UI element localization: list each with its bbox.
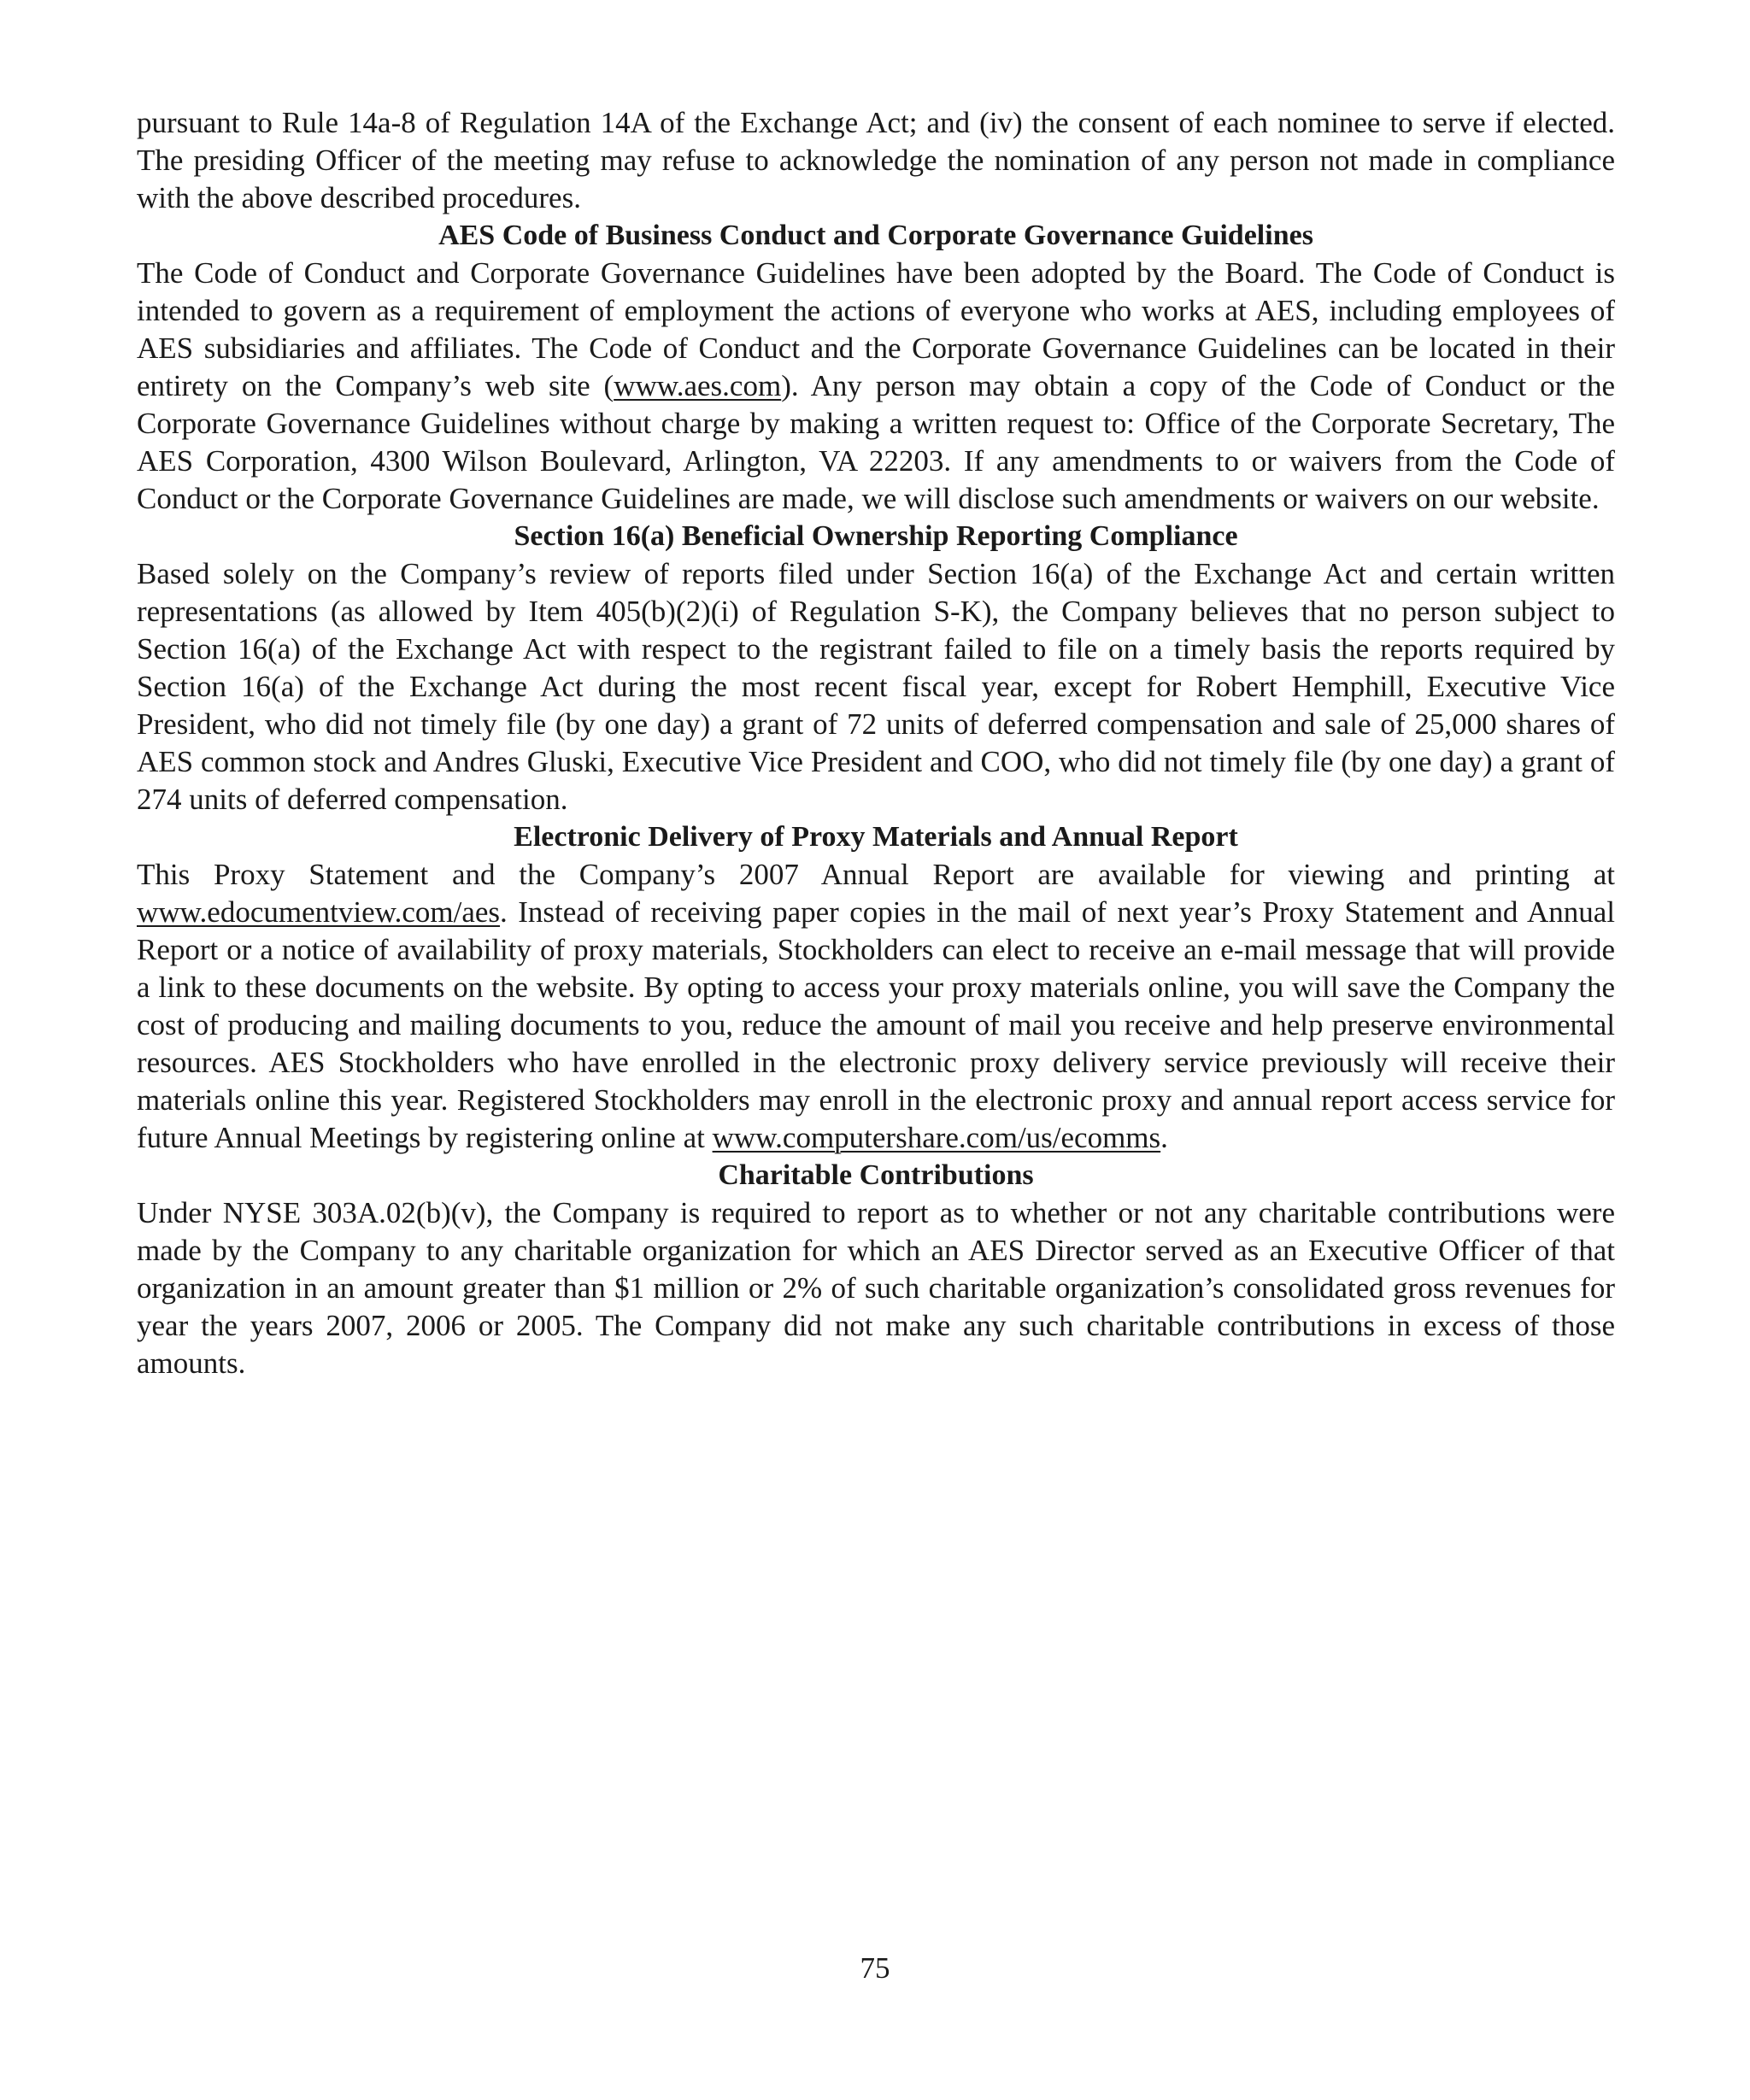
section-16a-text: Based solely on the Company’s review of reports filed under Section 16(a) of the Exchange Act and certain written representations (as allowed by Item 405(b)(2)(i) of Regulation S-K), the Company believes that no person subject to Section 16(a) of the Exchange Act with respect to the registrant failed to file on a timely basis the reports required by Section 16(a) of the Exchange Act during the most recent fiscal year, except for Robert Hemphill, Executive Vice President, who did not timely file (by one day) a grant of 72 units of deferred compensation and sale of 25,000 shares of AES common stock and Andres Gluski, Executive Vice President and COO, who did not timely file (by one day) a grant of 274 units of deferred compensation.	[137, 557, 1615, 816]
computershare-link[interactable]: www.computershare.com/us/ecomms	[712, 1121, 1161, 1154]
charitable-contributions-text: Under NYSE 303A.02(b)(v), the Company is required to report as to whether or not any charitable contributions were made by the Company to any charitable organization for which an AES Director served as an Executive Officer of that organization in an amount greater than $1 million or 2% of such charitable organization’s consolidated gross revenues for year the years 2007, 2006 or 2005. The Company did not make any such charitable contributions in excess of those amounts.	[137, 1196, 1615, 1380]
section-16a-paragraph	[137, 555, 1615, 818]
charitable-contributions-paragraph	[137, 1194, 1615, 1382]
electronic-delivery-text-1: This Proxy Statement and the Company’s 2007 Annual Report are available for viewing and printing at	[137, 858, 1615, 891]
electronic-delivery-text-2: . Instead of receiving paper copies in the mail of next year’s Proxy Statement and Annual Report or a notice of availability of proxy materials, Stockholders can elect to receive an e-mail message that will provide a link to these documents on the website. By opting to access your proxy materials online, you will save the Company the cost of producing and mailing documents to you, reduce the amount of mail you receive and help preserve environmental resources. AES Stockholders who have enrolled in the electronic proxy delivery service previously will receive their materials online this year. Registered Stockholders may enroll in the electronic proxy and annual report access service for future Annual Meetings by registering online at	[137, 895, 1615, 1154]
aes-website-link[interactable]: www.aes.com	[614, 369, 782, 402]
code-of-conduct-heading: AES Code of Business Conduct and Corporate Governance Guidelines	[438, 220, 1313, 251]
intro-paragraph	[137, 104, 1615, 217]
code-of-conduct-text-1: The Code of Conduct and Corporate Governance Guidelines have been adopted by the Board. The Code of Conduct is intended to govern as a requirement of employment the actions of everyone who works at AES, including employees of AES subsidiaries and affiliates. The Code of Conduct and the Corporate Governance Guidelines can be located in their entirety on the Company’s web site (	[137, 256, 1615, 402]
page-number: 75	[860, 1951, 890, 1985]
intro-text: pursuant to Rule 14a-8 of Regulation 14A of the Exchange Act; and (iv) the consent of each nominee to serve if elected. The presiding Officer of the meeting may refuse to acknowledge the nomination of any person not made in compliance with the above described procedures.	[137, 106, 1615, 214]
charitable-contributions-heading: Charitable Contributions	[718, 1159, 1034, 1191]
code-of-conduct-text-2: ). Any person may obtain a copy of the Code of Conduct or the Corporate Governance Guidelines without charge by making a written request to: Office of the Corporate Secretary, The AES Corporation, 4300 Wilson Boulevard, Arlington, VA 22203. If any amendments to or waivers from the Code of Conduct or the Corporate Governance Guidelines are made, we will disclose such amendments or waivers on our website.	[137, 369, 1615, 515]
section-16a-heading: Section 16(a) Beneficial Ownership Reporting Compliance	[514, 520, 1238, 552]
document-page	[137, 104, 1615, 1382]
electronic-delivery-paragraph	[137, 856, 1615, 1157]
electronic-delivery-text-3: .	[1160, 1121, 1168, 1154]
electronic-delivery-heading: Electronic Delivery of Proxy Materials and Annual Report	[514, 821, 1238, 853]
edocumentview-link[interactable]: www.edocumentview.com/aes	[137, 895, 501, 929]
code-of-conduct-paragraph	[137, 255, 1615, 518]
